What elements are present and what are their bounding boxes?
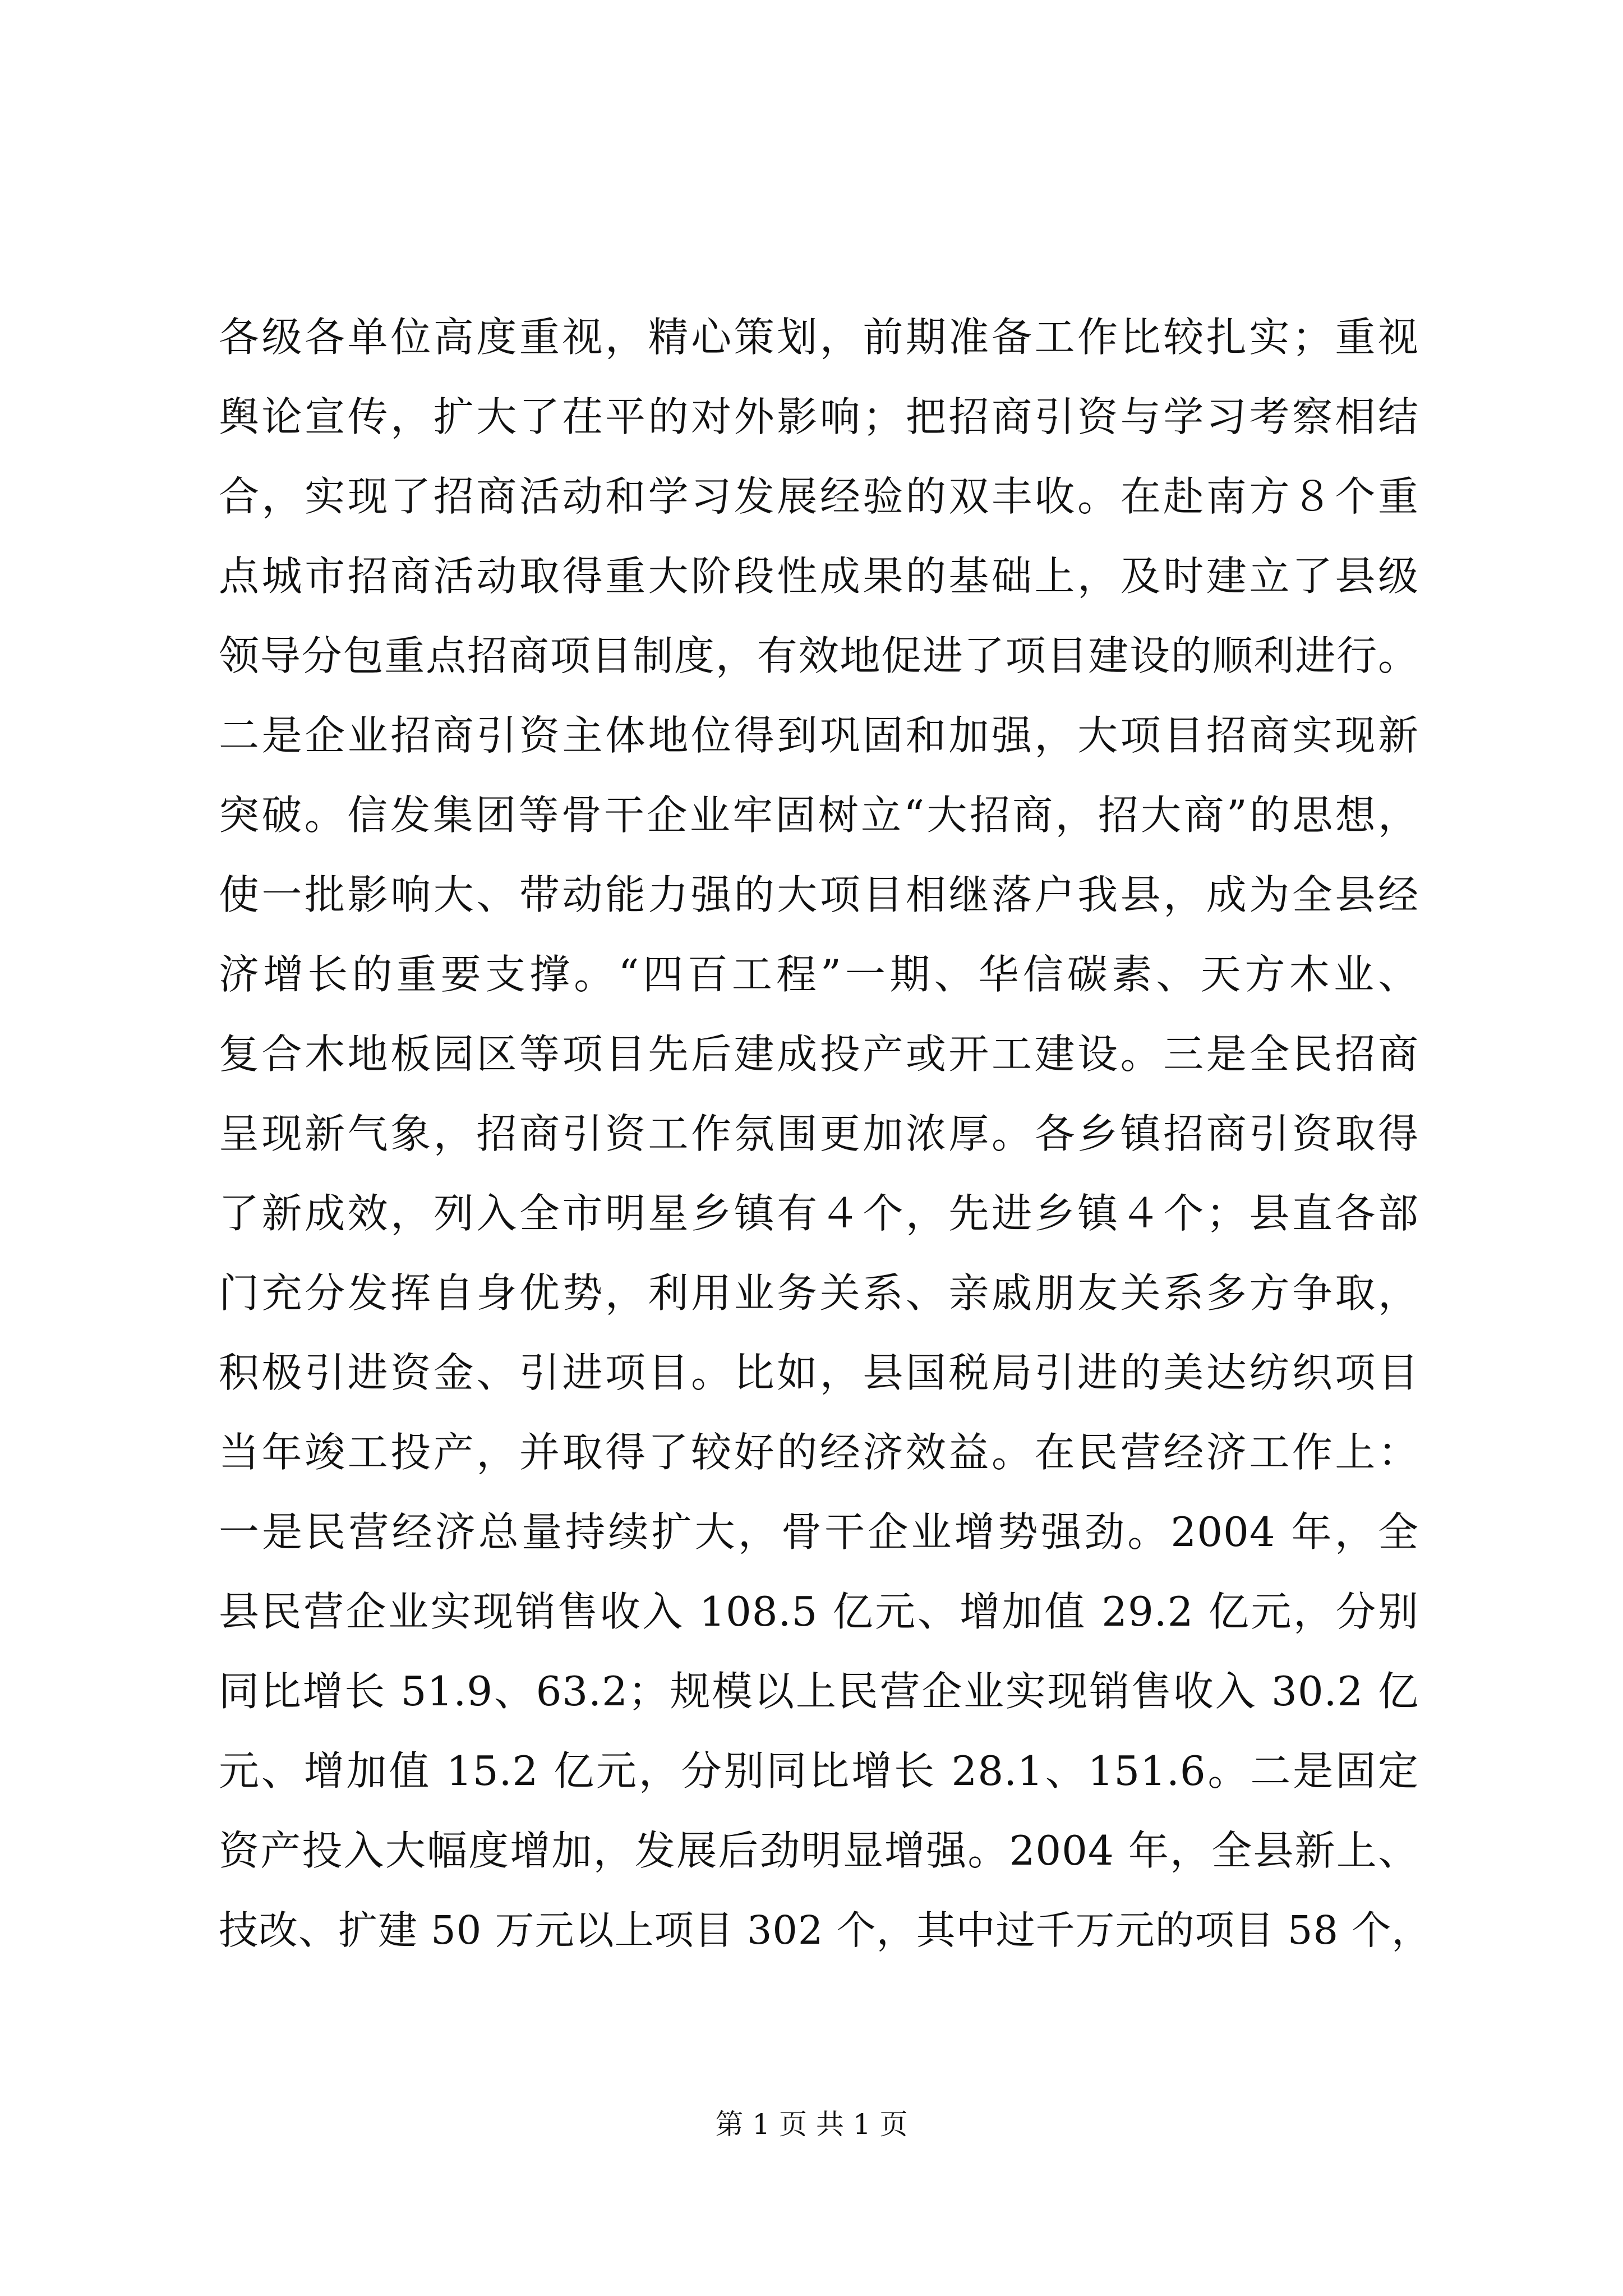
text-line-6: 二是企业招商引资主体地位得到巩固和加强，大项目招商实现新 xyxy=(219,712,1419,759)
page-number-label: 第 1 页 共 1 页 xyxy=(715,2108,908,2141)
text-line-2: 舆论宣传，扩大了茌平的对外影响；把招商引资与学习考察相结 xyxy=(219,393,1419,440)
text-line-19: 元、增加值 15.2 亿元，分别同比增长 28.1、151.6。二是固定 xyxy=(219,1747,1419,1795)
text-line-13: 门充分发挥自身优势，利用业务关系、亲戚朋友关系多方争取， xyxy=(219,1269,1419,1317)
text-line-9: 济增长的重要支撑。“四百工程”一期、华信碳素、天方木业、 xyxy=(219,951,1419,998)
text-line-5: 领导分包重点招商项目制度，有效地促进了项目建设的顺利进行。 xyxy=(219,632,1419,679)
text-line-10: 复合木地板园区等项目先后建成投产或开工建设。三是全民招商 xyxy=(219,1030,1419,1078)
page-footer xyxy=(0,2105,1623,2144)
text-line-20: 资产投入大幅度增加，发展后劲明显增强。2004 年，全县新上、 xyxy=(219,1827,1419,1874)
text-line-15: 当年竣工投产，并取得了较好的经济效益。在民营经济工作上： xyxy=(219,1429,1419,1476)
text-line-14: 积极引进资金、引进项目。比如，县国税局引进的美达纺织项目 xyxy=(219,1349,1419,1396)
text-line-16: 一是民营经济总量持续扩大，骨干企业增势强劲。2004 年，全 xyxy=(219,1508,1419,1556)
text-line-18: 同比增长 51.9、63.2；规模以上民营企业实现销售收入 30.2 亿 xyxy=(219,1668,1419,1715)
text-line-12: 了新成效，列入全市明星乡镇有４个，先进乡镇４个；县直各部 xyxy=(219,1190,1419,1237)
text-line-3: 合，实现了招商活动和学习发展经验的双丰收。在赴南方８个重 xyxy=(219,473,1419,520)
text-line-4: 点城市招商活动取得重大阶段性成果的基础上，及时建立了县级 xyxy=(219,553,1419,600)
text-line-8: 使一批影响大、带动能力强的大项目相继落户我县，成为全县经 xyxy=(219,871,1419,918)
text-line-11: 呈现新气象，招商引资工作氛围更加浓厚。各乡镇招商引资取得 xyxy=(219,1110,1419,1157)
text-line-21: 技改、扩建 50 万元以上项目 302 个，其中过千万元的项目 58 个， xyxy=(219,1907,1432,1953)
text-line-17: 县民营企业实现销售收入 108.5 亿元、增加值 29.2 亿元，分别 xyxy=(219,1588,1419,1635)
text-line-7: 突破。信发集团等骨干企业牢固树立“大招商，招大商”的思想， xyxy=(219,792,1419,839)
document-body xyxy=(219,297,1432,1970)
text-line-1: 各级各单位高度重视，精心策划，前期准备工作比较扎实；重视 xyxy=(219,314,1419,361)
